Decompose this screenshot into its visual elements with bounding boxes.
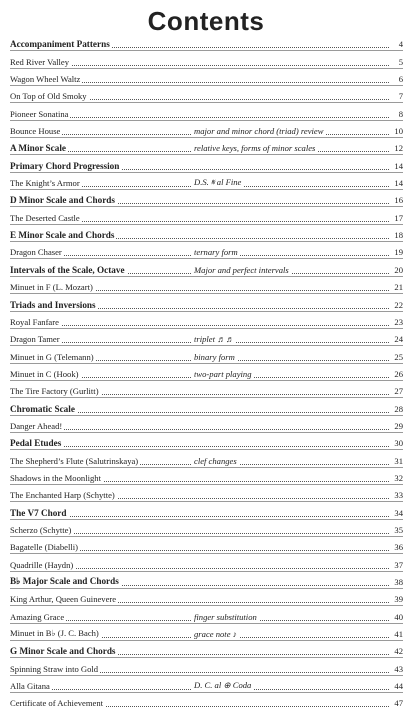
- toc-page-number: 43: [389, 664, 403, 674]
- toc-entry-title: Wagon Wheel Waltz: [10, 74, 81, 85]
- toc-page-number: 42: [389, 646, 403, 656]
- toc-section-row[interactable]: [10, 258, 403, 275]
- toc-section-row[interactable]: [10, 432, 403, 449]
- toc-page-number: 10: [389, 126, 403, 136]
- toc-entry-title: Chromatic Scale: [10, 403, 75, 414]
- toc-entry-title: The Knight’s Armor: [10, 178, 80, 189]
- toc-entry-title: B♭ Major Scale and Chords: [10, 576, 119, 586]
- dot-leader: [10, 428, 389, 430]
- toc-entry-title: Shadows in the Moonlight: [10, 472, 101, 483]
- toc-page-number: 26: [389, 369, 403, 379]
- toc-section-row[interactable]: [10, 640, 403, 657]
- dot-leader: [10, 324, 389, 326]
- toc-entry-row[interactable]: [10, 380, 403, 397]
- toc-page-number: 20: [389, 265, 403, 275]
- toc-page-number: 18: [389, 230, 403, 240]
- toc-entry-description: two-part playing: [194, 368, 252, 379]
- toc-entry-title: Minuet in G (Telemann): [10, 351, 94, 362]
- toc-entry-row[interactable]: [10, 172, 403, 189]
- toc-entry-description: binary form: [194, 351, 235, 362]
- dot-leader: [10, 445, 389, 447]
- toc-entry-title: Bagatelle (Diabelli): [10, 542, 79, 553]
- toc-section-row[interactable]: [10, 397, 403, 414]
- toc-entry-row[interactable]: [10, 241, 403, 258]
- toc-entry-title: Minuet in C (Hook): [10, 368, 79, 379]
- toc-page-number: 28: [389, 404, 403, 414]
- toc-entry-title: The Enchanted Harp (Schytte): [10, 490, 115, 501]
- toc-page-number: 12: [389, 143, 403, 153]
- toc-entry-row[interactable]: [10, 657, 403, 674]
- toc-entry-title: Minuet in F (L. Mozart): [10, 282, 93, 293]
- toc-section-row[interactable]: [10, 154, 403, 171]
- toc-page-number: 36: [389, 542, 403, 552]
- toc-entry-row[interactable]: [10, 120, 403, 137]
- toc-page-number: 31: [389, 456, 403, 466]
- toc-entry-title: Intervals of the Scale, Octave: [10, 264, 125, 275]
- toc-page-number: 39: [389, 594, 403, 604]
- toc-entry-row[interactable]: [10, 519, 403, 536]
- toc-page-number: 44: [389, 681, 403, 691]
- toc-page-number: 14: [389, 161, 403, 171]
- toc-section-row[interactable]: [10, 501, 403, 518]
- toc-entry-row[interactable]: [10, 363, 403, 380]
- toc-entry-description: D. C. al ⊕ Coda: [194, 680, 252, 691]
- toc-entry-row[interactable]: [10, 85, 403, 102]
- toc-page-number: 33: [389, 490, 403, 500]
- toc-entry-title: A Minor Scale: [10, 143, 66, 154]
- toc-entry-title: Red River Valley: [10, 56, 70, 67]
- toc-entry-row[interactable]: [10, 692, 403, 709]
- toc-entry-row[interactable]: [10, 68, 403, 85]
- toc-page-number: 5: [389, 57, 403, 67]
- toc-entry-title: Dragon Tamer: [10, 334, 60, 345]
- toc-entry-row[interactable]: [10, 102, 403, 119]
- toc-entry-title: Scherzo (Schytte): [10, 524, 72, 535]
- toc-entry-title: The Deserted Castle: [10, 212, 80, 223]
- toc-entry-title: The V7 Chord: [10, 507, 67, 518]
- toc-entry-description: clef changes: [194, 455, 237, 466]
- toc-page-number: 35: [389, 525, 403, 535]
- toc-entry-row[interactable]: [10, 328, 403, 345]
- toc-entry-title: Alla Gitana: [10, 681, 50, 692]
- toc-entry-description: grace note ♪: [194, 629, 237, 640]
- toc-entry-row[interactable]: [10, 484, 403, 501]
- toc-entry-row[interactable]: [10, 50, 403, 67]
- toc-section-row[interactable]: [10, 33, 403, 50]
- toc-page-number: 16: [389, 195, 403, 205]
- toc-entry-title: King Arthur, Queen Guinevere: [10, 594, 117, 605]
- toc-page-number: 25: [389, 352, 403, 362]
- toc-entry-description: relative keys, forms of minor scales: [194, 143, 316, 154]
- toc-entry-title: E Minor Scale and Chords: [10, 230, 115, 241]
- toc-page-number: 7: [389, 91, 403, 101]
- toc-entry-title: Amazing Grace: [10, 611, 65, 622]
- toc-entry-title: The Shepherd’s Flute (Salutrinskaya): [10, 455, 139, 466]
- toc-entry-title: Dragon Chaser: [10, 247, 62, 258]
- toc-entry-title: Pioneer Sonatina: [10, 108, 69, 119]
- toc-page-number: 17: [389, 213, 403, 223]
- toc-entry-row[interactable]: [10, 623, 403, 640]
- toc-entry-row[interactable]: [10, 311, 403, 328]
- toc-entry-title: Danger Ahead!: [10, 420, 63, 431]
- table-of-contents: [10, 33, 403, 709]
- toc-page-number: 27: [389, 386, 403, 396]
- toc-page-number: 47: [389, 698, 403, 708]
- toc-entry-row[interactable]: [10, 467, 403, 484]
- toc-entry-row[interactable]: [10, 553, 403, 570]
- toc-entry-title: Primary Chord Progression: [10, 160, 120, 171]
- toc-entry-title: Quadrille (Haydn): [10, 559, 74, 570]
- toc-entry-row[interactable]: [10, 345, 403, 362]
- toc-page-number: 38: [389, 577, 403, 587]
- toc-entry-title: Pedal Etudes: [10, 438, 62, 449]
- toc-entry-title: Triads and Inversions: [10, 299, 96, 310]
- toc-page-number: 41: [389, 629, 403, 639]
- toc-entry-title: Minuet in B♭ (J. C. Bach): [10, 628, 99, 639]
- toc-entry-description: Major and perfect intervals: [194, 264, 289, 275]
- toc-page-number: 30: [389, 438, 403, 448]
- toc-entry-title: Accompaniment Patterns: [10, 39, 110, 50]
- toc-section-row[interactable]: [10, 571, 403, 588]
- toc-entry-title: On Top of Old Smoky: [10, 91, 87, 102]
- toc-entry-description: ternary form: [194, 247, 238, 258]
- toc-page-number: 29: [389, 421, 403, 431]
- toc-page-number: 23: [389, 317, 403, 327]
- toc-page-number: 24: [389, 334, 403, 344]
- toc-page-number: 21: [389, 282, 403, 292]
- page-title: Contents: [147, 6, 265, 36]
- toc-page-number: 4: [389, 39, 403, 49]
- toc-section-row[interactable]: [10, 293, 403, 310]
- toc-entry-row[interactable]: [10, 605, 403, 622]
- toc-page-number: 37: [389, 560, 403, 570]
- toc-page-number: 32: [389, 473, 403, 483]
- toc-entry-row[interactable]: [10, 206, 403, 223]
- toc-entry-title: Certificate of Achievement: [10, 698, 104, 709]
- toc-entry-title: D Minor Scale and Chords: [10, 195, 115, 206]
- toc-entry-row[interactable]: [10, 588, 403, 605]
- toc-entry-description: triplet ♬♬: [194, 334, 235, 345]
- toc-page-number: 6: [389, 74, 403, 84]
- toc-entry-description: major and minor chord (triad) review: [194, 126, 324, 137]
- toc-entry-description: D.S. 𝄋 al Fine: [194, 177, 242, 188]
- toc-entry-row[interactable]: [10, 415, 403, 432]
- toc-entry-row[interactable]: [10, 276, 403, 293]
- toc-page-number: 8: [389, 109, 403, 119]
- toc-page-number: 14: [389, 178, 403, 188]
- toc-entry-title: G Minor Scale and Chords: [10, 646, 116, 657]
- toc-entry-title: Spinning Straw into Gold: [10, 663, 99, 674]
- toc-entry-row[interactable]: [10, 675, 403, 692]
- toc-entry-row[interactable]: [10, 536, 403, 553]
- toc-section-row[interactable]: [10, 224, 403, 241]
- toc-section-row[interactable]: [10, 137, 403, 154]
- toc-page-number: 19: [389, 247, 403, 257]
- toc-page-number: 22: [389, 300, 403, 310]
- toc-entry-row[interactable]: [10, 449, 403, 466]
- toc-entry-title: Bounce House: [10, 126, 61, 137]
- toc-entry-title: Royal Fanfare: [10, 316, 59, 327]
- toc-page-number: 34: [389, 508, 403, 518]
- toc-section-row[interactable]: [10, 189, 403, 206]
- toc-page-number: 40: [389, 612, 403, 622]
- toc-entry-title: The Tire Factory (Gurlitt): [10, 386, 99, 397]
- toc-entry-description: finger substitution: [194, 611, 257, 622]
